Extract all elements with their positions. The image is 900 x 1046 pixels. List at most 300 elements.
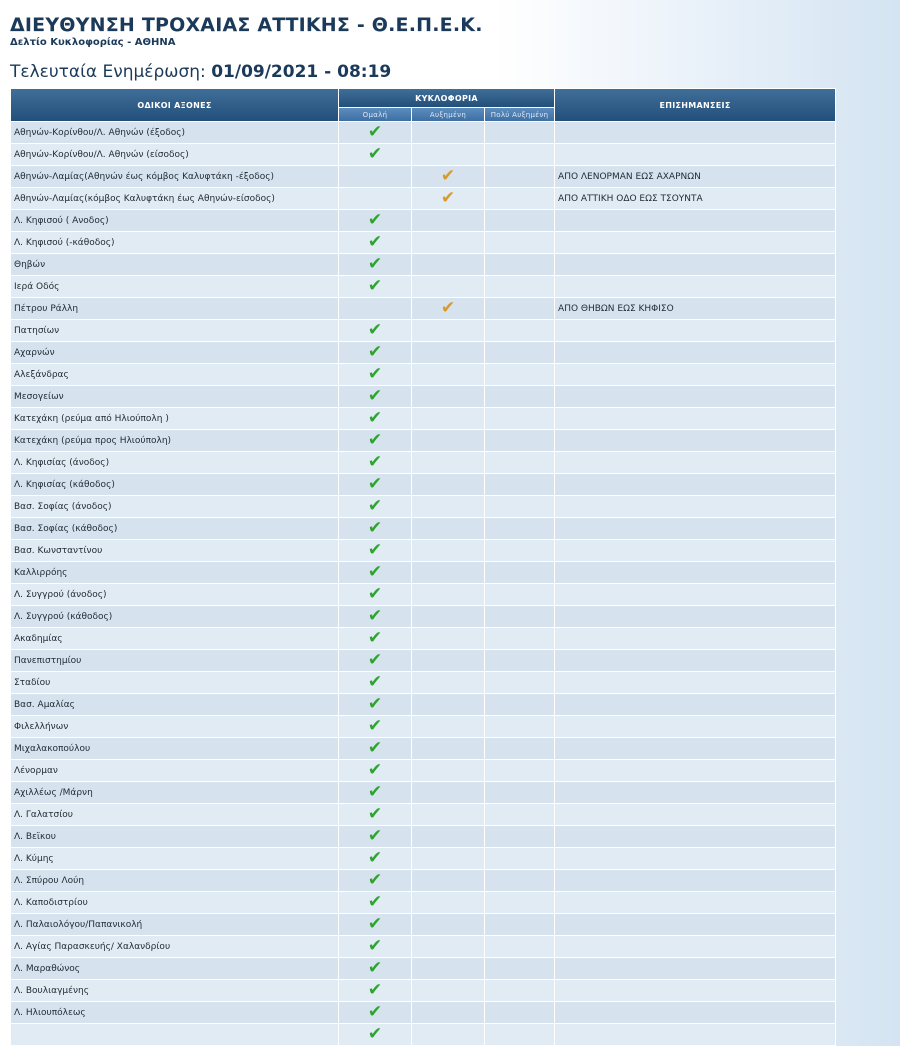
road-name: Αθηνών-Λαμίας(κόμβος Καλυφτάκη έως Αθηνών-είσοδος) bbox=[11, 188, 338, 209]
green-check-icon: ✔ bbox=[367, 760, 383, 780]
page-title: ΔΙΕΥΘΥΝΣΗ ΤΡΟΧΑΙΑΣ ΑΤΤΙΚΗΣ - Θ.Ε.Π.Ε.Κ. bbox=[10, 14, 483, 36]
road-name: Λ. Ηλιουπόλεως bbox=[11, 1002, 338, 1023]
traffic-normal-cell bbox=[339, 320, 411, 341]
table-row bbox=[11, 914, 835, 935]
traffic-normal-cell bbox=[339, 1024, 411, 1045]
traffic-very-increased-cell bbox=[485, 320, 554, 341]
table-row bbox=[11, 760, 835, 781]
green-check-icon: ✔ bbox=[367, 848, 383, 868]
road-note bbox=[555, 452, 835, 473]
traffic-very-increased-cell bbox=[485, 716, 554, 737]
traffic-normal-cell bbox=[339, 188, 411, 209]
traffic-normal-cell bbox=[339, 430, 411, 451]
traffic-table bbox=[10, 88, 836, 1046]
road-name: Θηβών bbox=[11, 254, 338, 275]
road-name: Λ. Αγίας Παρασκευής/ Χαλανδρίου bbox=[11, 936, 338, 957]
table-row bbox=[11, 474, 835, 495]
traffic-normal-cell bbox=[339, 342, 411, 363]
green-check-icon: ✔ bbox=[367, 276, 383, 296]
green-check-icon: ✔ bbox=[367, 386, 383, 406]
road-name: Μιχαλακοπούλου bbox=[11, 738, 338, 759]
green-check-icon: ✔ bbox=[367, 254, 383, 274]
road-name: Λ. Κύμης bbox=[11, 848, 338, 869]
header-roads: ΟΔΙΚΟΙ ΑΞΟΝΕΣ bbox=[11, 89, 338, 121]
table-row bbox=[11, 496, 835, 517]
road-name: Ιερά Οδός bbox=[11, 276, 338, 297]
table-row bbox=[11, 386, 835, 407]
table-row bbox=[11, 408, 835, 429]
table-row bbox=[11, 122, 835, 143]
table-row bbox=[11, 1002, 835, 1023]
road-note bbox=[555, 672, 835, 693]
header-traffic: ΚΥΚΛΟΦΟΡΙΑ bbox=[339, 89, 554, 107]
road-note bbox=[555, 826, 835, 847]
road-note bbox=[555, 606, 835, 627]
green-check-icon: ✔ bbox=[367, 474, 383, 494]
road-note bbox=[555, 694, 835, 715]
traffic-very-increased-cell bbox=[485, 232, 554, 253]
road-name: Βασ. Σοφίας (κάθοδος) bbox=[11, 518, 338, 539]
traffic-normal-cell bbox=[339, 584, 411, 605]
table-row bbox=[11, 628, 835, 649]
page-subtitle: Δελτίο Κυκλοφορίας - ΑΘΗΝΑ bbox=[10, 37, 176, 48]
table-row bbox=[11, 1024, 835, 1045]
traffic-normal-cell bbox=[339, 298, 411, 319]
traffic-normal-cell bbox=[339, 254, 411, 275]
traffic-increased-cell bbox=[412, 232, 484, 253]
green-check-icon: ✔ bbox=[367, 584, 383, 604]
road-note bbox=[555, 1024, 835, 1045]
green-check-icon: ✔ bbox=[367, 1002, 383, 1022]
road-note bbox=[555, 496, 835, 517]
traffic-increased-cell bbox=[412, 980, 484, 1001]
traffic-normal-cell bbox=[339, 540, 411, 561]
traffic-increased-cell bbox=[412, 342, 484, 363]
traffic-very-increased-cell bbox=[485, 474, 554, 495]
traffic-increased-cell bbox=[412, 254, 484, 275]
traffic-normal-cell bbox=[339, 738, 411, 759]
traffic-very-increased-cell bbox=[485, 452, 554, 473]
orange-check-icon: ✔ bbox=[440, 166, 456, 186]
traffic-normal-cell bbox=[339, 628, 411, 649]
traffic-increased-cell bbox=[412, 320, 484, 341]
table-row bbox=[11, 826, 835, 847]
traffic-normal-cell bbox=[339, 386, 411, 407]
traffic-normal-cell bbox=[339, 716, 411, 737]
road-name: Λ. Βεϊκου bbox=[11, 826, 338, 847]
traffic-normal-cell bbox=[339, 672, 411, 693]
traffic-normal-cell bbox=[339, 496, 411, 517]
table-row bbox=[11, 650, 835, 671]
traffic-very-increased-cell bbox=[485, 144, 554, 165]
table-row bbox=[11, 452, 835, 473]
road-note bbox=[555, 122, 835, 143]
traffic-increased-cell bbox=[412, 958, 484, 979]
road-name: Λ. Καποδιστρίου bbox=[11, 892, 338, 913]
road-name: Βασ. Αμαλίας bbox=[11, 694, 338, 715]
traffic-very-increased-cell bbox=[485, 210, 554, 231]
traffic-increased-cell bbox=[412, 122, 484, 143]
green-check-icon: ✔ bbox=[367, 980, 383, 1000]
traffic-increased-cell bbox=[412, 760, 484, 781]
traffic-increased-cell bbox=[412, 584, 484, 605]
road-name: Βασ. Κωνσταντίνου bbox=[11, 540, 338, 561]
green-check-icon: ✔ bbox=[367, 144, 383, 164]
table-row bbox=[11, 430, 835, 451]
table-row bbox=[11, 980, 835, 1001]
traffic-normal-cell bbox=[339, 782, 411, 803]
traffic-normal-cell bbox=[339, 826, 411, 847]
header-increased: Αυξημένη bbox=[412, 108, 484, 121]
road-name: Λ. Σπύρου Λούη bbox=[11, 870, 338, 891]
road-note bbox=[555, 738, 835, 759]
traffic-very-increased-cell bbox=[485, 694, 554, 715]
traffic-very-increased-cell bbox=[485, 408, 554, 429]
road-note bbox=[555, 276, 835, 297]
road-name: Λ. Κηφισού ( Ανοδος) bbox=[11, 210, 338, 231]
traffic-normal-cell bbox=[339, 958, 411, 979]
road-name: Καλλιρρόης bbox=[11, 562, 338, 583]
traffic-very-increased-cell bbox=[485, 672, 554, 693]
traffic-very-increased-cell bbox=[485, 254, 554, 275]
last-update bbox=[10, 62, 900, 82]
road-name: Αθηνών-Κορίνθου/Λ. Αθηνών (έξοδος) bbox=[11, 122, 338, 143]
road-name: Αθηνών-Κορίνθου/Λ. Αθηνών (είσοδος) bbox=[11, 144, 338, 165]
traffic-increased-cell bbox=[412, 144, 484, 165]
green-check-icon: ✔ bbox=[367, 628, 383, 648]
traffic-normal-cell bbox=[339, 804, 411, 825]
road-name: Λ. Μαραθώνος bbox=[11, 958, 338, 979]
road-name: Βασ. Σοφίας (άνοδος) bbox=[11, 496, 338, 517]
header-normal: Ομαλή bbox=[339, 108, 411, 121]
road-note bbox=[555, 254, 835, 275]
table-row bbox=[11, 166, 835, 187]
green-check-icon: ✔ bbox=[367, 342, 383, 362]
road-name: Λ. Κηφισίας (άνοδος) bbox=[11, 452, 338, 473]
road-note bbox=[555, 848, 835, 869]
road-name: Λ. Γαλατσίου bbox=[11, 804, 338, 825]
table-row bbox=[11, 782, 835, 803]
traffic-normal-cell bbox=[339, 606, 411, 627]
traffic-normal-cell bbox=[339, 650, 411, 671]
road-note bbox=[555, 386, 835, 407]
traffic-increased-cell bbox=[412, 452, 484, 473]
green-check-icon: ✔ bbox=[367, 716, 383, 736]
road-name: Αθηνών-Λαμίας(Αθηνών έως κόμβος Καλυφτάκη -έξοδος) bbox=[11, 166, 338, 187]
traffic-increased-cell bbox=[412, 716, 484, 737]
road-note bbox=[555, 232, 835, 253]
traffic-very-increased-cell bbox=[485, 562, 554, 583]
road-name: Αχιλλέως /Μάρνη bbox=[11, 782, 338, 803]
road-name: Λ. Συγγρού (άνοδος) bbox=[11, 584, 338, 605]
traffic-increased-cell bbox=[412, 848, 484, 869]
road-note bbox=[555, 584, 835, 605]
traffic-normal-cell bbox=[339, 892, 411, 913]
traffic-very-increased-cell bbox=[485, 1024, 554, 1045]
traffic-increased-cell bbox=[412, 474, 484, 495]
traffic-very-increased-cell bbox=[485, 628, 554, 649]
traffic-normal-cell bbox=[339, 848, 411, 869]
traffic-increased-cell bbox=[412, 650, 484, 671]
road-note bbox=[555, 760, 835, 781]
table-row bbox=[11, 870, 835, 891]
traffic-increased-cell bbox=[412, 540, 484, 561]
road-name: Κατεχάκη (ρεύμα προς Ηλιούπολη) bbox=[11, 430, 338, 451]
green-check-icon: ✔ bbox=[367, 540, 383, 560]
traffic-increased-cell bbox=[412, 782, 484, 803]
road-name: Λ. Κηφισίας (κάθοδος) bbox=[11, 474, 338, 495]
last-update-label: Τελευταία Ενημέρωση: bbox=[10, 62, 206, 82]
green-check-icon: ✔ bbox=[367, 826, 383, 846]
road-name: Σταδίου bbox=[11, 672, 338, 693]
road-note bbox=[555, 804, 835, 825]
road-note bbox=[555, 430, 835, 451]
traffic-very-increased-cell bbox=[485, 650, 554, 671]
road-note bbox=[555, 980, 835, 1001]
green-check-icon: ✔ bbox=[367, 562, 383, 582]
road-name: Πατησίων bbox=[11, 320, 338, 341]
road-name: Λένορμαν bbox=[11, 760, 338, 781]
green-check-icon: ✔ bbox=[367, 606, 383, 626]
green-check-icon: ✔ bbox=[367, 804, 383, 824]
orange-check-icon: ✔ bbox=[440, 298, 456, 318]
traffic-increased-cell bbox=[412, 298, 484, 319]
table-row bbox=[11, 584, 835, 605]
road-note bbox=[555, 1002, 835, 1023]
road-note: ΑΠΟ ΘΗΒΩΝ ΕΩΣ ΚΗΦΙΣΟ bbox=[555, 298, 835, 319]
green-check-icon: ✔ bbox=[367, 496, 383, 516]
green-check-icon: ✔ bbox=[367, 650, 383, 670]
road-note bbox=[555, 540, 835, 561]
traffic-increased-cell bbox=[412, 892, 484, 913]
green-check-icon: ✔ bbox=[367, 914, 383, 934]
table-row bbox=[11, 694, 835, 715]
road-name bbox=[11, 1024, 338, 1045]
traffic-very-increased-cell bbox=[485, 496, 554, 517]
green-check-icon: ✔ bbox=[367, 694, 383, 714]
traffic-increased-cell bbox=[412, 804, 484, 825]
road-note: ΑΠΟ ΛΕΝΟΡΜΑΝ ΕΩΣ ΑΧΑΡΝΩΝ bbox=[555, 166, 835, 187]
traffic-very-increased-cell bbox=[485, 782, 554, 803]
table-row bbox=[11, 716, 835, 737]
traffic-normal-cell bbox=[339, 562, 411, 583]
traffic-increased-cell bbox=[412, 826, 484, 847]
traffic-normal-cell bbox=[339, 122, 411, 143]
road-name: Αχαρνών bbox=[11, 342, 338, 363]
traffic-increased-cell bbox=[412, 364, 484, 385]
road-note bbox=[555, 518, 835, 539]
road-note bbox=[555, 914, 835, 935]
table-row bbox=[11, 144, 835, 165]
traffic-very-increased-cell bbox=[485, 188, 554, 209]
traffic-increased-cell bbox=[412, 408, 484, 429]
traffic-very-increased-cell bbox=[485, 804, 554, 825]
road-name: Ακαδημίας bbox=[11, 628, 338, 649]
traffic-very-increased-cell bbox=[485, 166, 554, 187]
road-name: Αλεξάνδρας bbox=[11, 364, 338, 385]
traffic-normal-cell bbox=[339, 144, 411, 165]
road-note bbox=[555, 958, 835, 979]
green-check-icon: ✔ bbox=[367, 672, 383, 692]
table-row bbox=[11, 804, 835, 825]
table-row bbox=[11, 892, 835, 913]
traffic-increased-cell bbox=[412, 188, 484, 209]
road-note bbox=[555, 562, 835, 583]
traffic-increased-cell bbox=[412, 210, 484, 231]
table-row bbox=[11, 518, 835, 539]
traffic-very-increased-cell bbox=[485, 298, 554, 319]
road-name: Λ. Παλαιολόγου/Παπανικολή bbox=[11, 914, 338, 935]
traffic-increased-cell bbox=[412, 936, 484, 957]
traffic-increased-cell bbox=[412, 1024, 484, 1045]
header-very-increased: Πολύ Αυξημένη bbox=[485, 108, 554, 121]
traffic-normal-cell bbox=[339, 760, 411, 781]
traffic-very-increased-cell bbox=[485, 518, 554, 539]
traffic-increased-cell bbox=[412, 606, 484, 627]
road-note bbox=[555, 144, 835, 165]
traffic-very-increased-cell bbox=[485, 738, 554, 759]
traffic-increased-cell bbox=[412, 738, 484, 759]
traffic-increased-cell bbox=[412, 276, 484, 297]
road-note bbox=[555, 892, 835, 913]
traffic-normal-cell bbox=[339, 210, 411, 231]
page-header bbox=[0, 0, 900, 82]
last-update-value: 01/09/2021 - 08:19 bbox=[211, 62, 392, 82]
traffic-normal-cell bbox=[339, 518, 411, 539]
green-check-icon: ✔ bbox=[367, 518, 383, 538]
green-check-icon: ✔ bbox=[367, 320, 383, 340]
traffic-normal-cell bbox=[339, 166, 411, 187]
green-check-icon: ✔ bbox=[367, 958, 383, 978]
green-check-icon: ✔ bbox=[367, 738, 383, 758]
table-row bbox=[11, 276, 835, 297]
green-check-icon: ✔ bbox=[367, 452, 383, 472]
road-note bbox=[555, 782, 835, 803]
traffic-increased-cell bbox=[412, 496, 484, 517]
table-row bbox=[11, 232, 835, 253]
traffic-very-increased-cell bbox=[485, 386, 554, 407]
traffic-normal-cell bbox=[339, 474, 411, 495]
road-name: Λ. Κηφισού (-κάθοδος) bbox=[11, 232, 338, 253]
road-name: Πανεπιστημίου bbox=[11, 650, 338, 671]
traffic-normal-cell bbox=[339, 914, 411, 935]
table-row bbox=[11, 606, 835, 627]
traffic-very-increased-cell bbox=[485, 430, 554, 451]
table-row bbox=[11, 298, 835, 319]
traffic-increased-cell bbox=[412, 386, 484, 407]
traffic-increased-cell bbox=[412, 1002, 484, 1023]
traffic-very-increased-cell bbox=[485, 892, 554, 913]
road-note bbox=[555, 320, 835, 341]
road-note bbox=[555, 210, 835, 231]
traffic-increased-cell bbox=[412, 562, 484, 583]
orange-check-icon: ✔ bbox=[440, 188, 456, 208]
green-check-icon: ✔ bbox=[367, 122, 383, 142]
traffic-very-increased-cell bbox=[485, 540, 554, 561]
traffic-increased-cell bbox=[412, 518, 484, 539]
traffic-very-increased-cell bbox=[485, 760, 554, 781]
table-row bbox=[11, 320, 835, 341]
traffic-normal-cell bbox=[339, 980, 411, 1001]
green-check-icon: ✔ bbox=[367, 870, 383, 890]
traffic-increased-cell bbox=[412, 672, 484, 693]
road-note bbox=[555, 936, 835, 957]
traffic-very-increased-cell bbox=[485, 122, 554, 143]
traffic-increased-cell bbox=[412, 870, 484, 891]
traffic-very-increased-cell bbox=[485, 1002, 554, 1023]
traffic-very-increased-cell bbox=[485, 958, 554, 979]
road-name: Λ. Βουλιαγμένης bbox=[11, 980, 338, 1001]
traffic-very-increased-cell bbox=[485, 364, 554, 385]
traffic-normal-cell bbox=[339, 870, 411, 891]
green-check-icon: ✔ bbox=[367, 210, 383, 230]
header-notes: ΕΠΙΣΗΜΑΝΣΕΙΣ bbox=[555, 89, 835, 121]
table-row bbox=[11, 342, 835, 363]
traffic-very-increased-cell bbox=[485, 342, 554, 363]
traffic-normal-cell bbox=[339, 694, 411, 715]
road-name: Πέτρου Ράλλη bbox=[11, 298, 338, 319]
table-row bbox=[11, 188, 835, 209]
traffic-normal-cell bbox=[339, 232, 411, 253]
table-row bbox=[11, 364, 835, 385]
green-check-icon: ✔ bbox=[367, 408, 383, 428]
traffic-very-increased-cell bbox=[485, 936, 554, 957]
traffic-increased-cell bbox=[412, 694, 484, 715]
road-note: ΑΠΟ ΑΤΤΙΚΗ ΟΔΟ ΕΩΣ ΤΣΟΥΝΤΑ bbox=[555, 188, 835, 209]
traffic-normal-cell bbox=[339, 452, 411, 473]
table-row bbox=[11, 936, 835, 957]
table-row bbox=[11, 562, 835, 583]
traffic-very-increased-cell bbox=[485, 276, 554, 297]
road-note bbox=[555, 342, 835, 363]
traffic-very-increased-cell bbox=[485, 826, 554, 847]
green-check-icon: ✔ bbox=[367, 782, 383, 802]
traffic-very-increased-cell bbox=[485, 606, 554, 627]
traffic-normal-cell bbox=[339, 364, 411, 385]
traffic-very-increased-cell bbox=[485, 848, 554, 869]
green-check-icon: ✔ bbox=[367, 936, 383, 956]
green-check-icon: ✔ bbox=[367, 232, 383, 252]
traffic-normal-cell bbox=[339, 1002, 411, 1023]
traffic-very-increased-cell bbox=[485, 980, 554, 1001]
road-name: Κατεχάκη (ρεύμα από Ηλιούπολη ) bbox=[11, 408, 338, 429]
traffic-normal-cell bbox=[339, 936, 411, 957]
road-note bbox=[555, 408, 835, 429]
table-row bbox=[11, 672, 835, 693]
traffic-increased-cell bbox=[412, 166, 484, 187]
road-note bbox=[555, 650, 835, 671]
green-check-icon: ✔ bbox=[367, 430, 383, 450]
table-row bbox=[11, 540, 835, 561]
traffic-very-increased-cell bbox=[485, 914, 554, 935]
traffic-very-increased-cell bbox=[485, 584, 554, 605]
green-check-icon: ✔ bbox=[367, 364, 383, 384]
green-check-icon: ✔ bbox=[367, 892, 383, 912]
table-row bbox=[11, 958, 835, 979]
road-name: Λ. Συγγρού (κάθοδος) bbox=[11, 606, 338, 627]
table-row bbox=[11, 210, 835, 231]
traffic-increased-cell bbox=[412, 914, 484, 935]
traffic-increased-cell bbox=[412, 628, 484, 649]
road-name: Φιλελλήνων bbox=[11, 716, 338, 737]
table-row bbox=[11, 848, 835, 869]
road-name: Μεσογείων bbox=[11, 386, 338, 407]
road-note bbox=[555, 364, 835, 385]
road-note bbox=[555, 716, 835, 737]
traffic-increased-cell bbox=[412, 430, 484, 451]
road-note bbox=[555, 870, 835, 891]
table-row bbox=[11, 254, 835, 275]
